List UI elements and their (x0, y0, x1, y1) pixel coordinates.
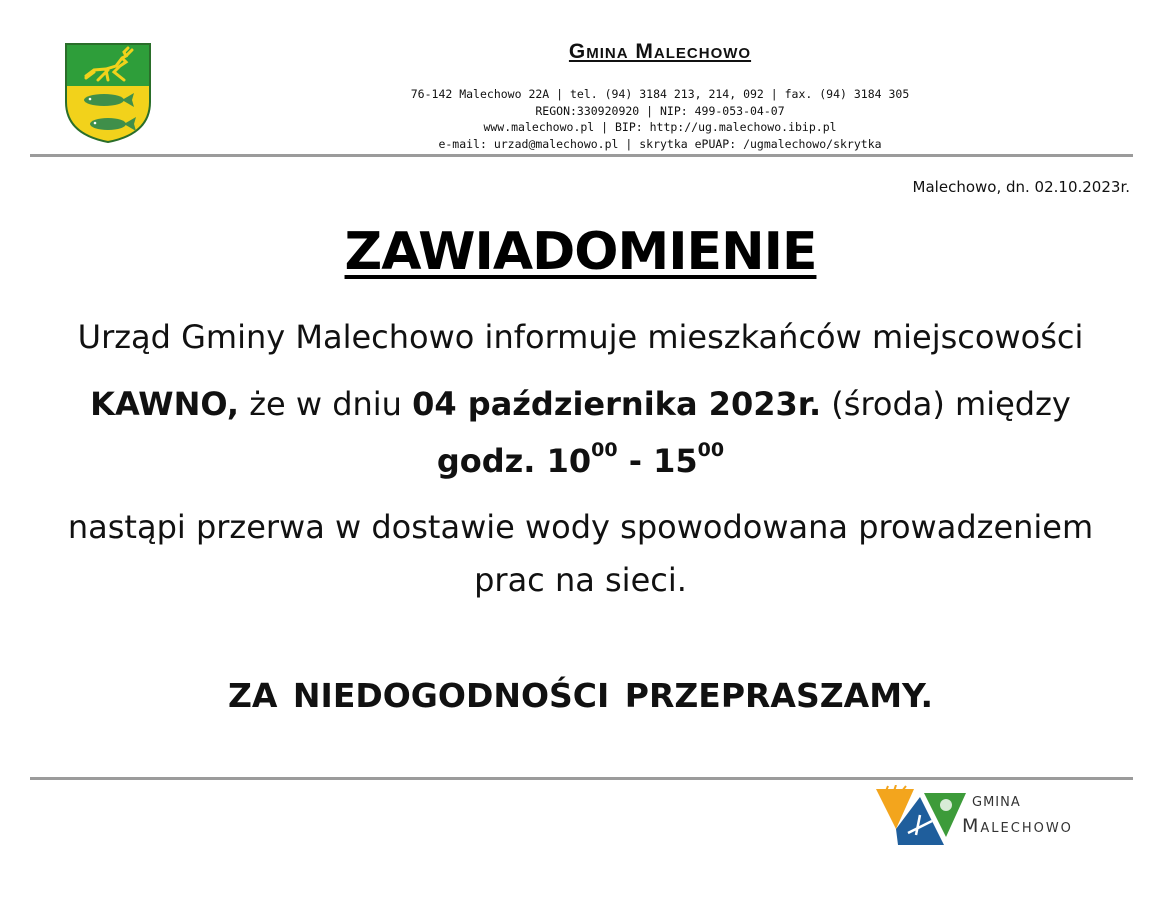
notice-line-2-mid: że w dniu (239, 385, 413, 423)
time-start-minutes: 00 (591, 439, 618, 461)
malechowo-logo-icon (874, 785, 970, 847)
contact-block (380, 86, 940, 152)
apology-text: ZA NIEDOGODNOŚCI PRZEPRASZAMY. (227, 676, 934, 715)
time-end-minutes: 00 (697, 439, 725, 461)
document-date: Malechowo, dn. 02.10.2023r. (912, 178, 1130, 196)
org-name: Gmina Malechowo (568, 40, 752, 63)
contact-regon: REGON:330920920 | NIP: 499-053-04-07 (535, 103, 785, 118)
notice-line-2-end: (środa) między (821, 385, 1071, 423)
footer-logo (874, 785, 1124, 847)
contact-address: 76-142 Malechowo 22A | tel. (94) 3184 213, 214, 092 | fax. (94) 3184 305 (410, 87, 910, 101)
header-divider (30, 154, 1133, 157)
notice-line-1: Urząd Gminy Malechowo informuje mieszkańców miejscowości (77, 318, 1084, 356)
document-title: ZAWIADOMIENIE (344, 222, 817, 282)
outage-date: 04 października 2023r. (412, 385, 822, 423)
outage-time (0, 439, 1161, 480)
time-separator: - 15 (617, 442, 698, 480)
notice-line-4: nastąpi przerwa w dostawie wody spowodowana prowadzeniem (67, 508, 1094, 546)
coat-of-arms-icon (64, 42, 152, 144)
logo-malechowo-label: Malechowo (962, 815, 1073, 837)
contact-email: e-mail: urzad@malechowo.pl | skrytka ePUAP: /ugmalechowo/skrytka (438, 136, 882, 151)
logo-gmina-label: GMINA (972, 795, 1021, 810)
notice-line-5: prac na sieci. (474, 561, 687, 599)
contact-web: www.malechowo.pl | BIP: http://ug.malechowo.ibip.pl (483, 120, 837, 134)
time-prefix: godz. 10 (436, 442, 592, 480)
notice-line-2 (0, 385, 1161, 423)
village-name: KAWNO, (90, 385, 240, 423)
footer-divider (30, 777, 1133, 780)
